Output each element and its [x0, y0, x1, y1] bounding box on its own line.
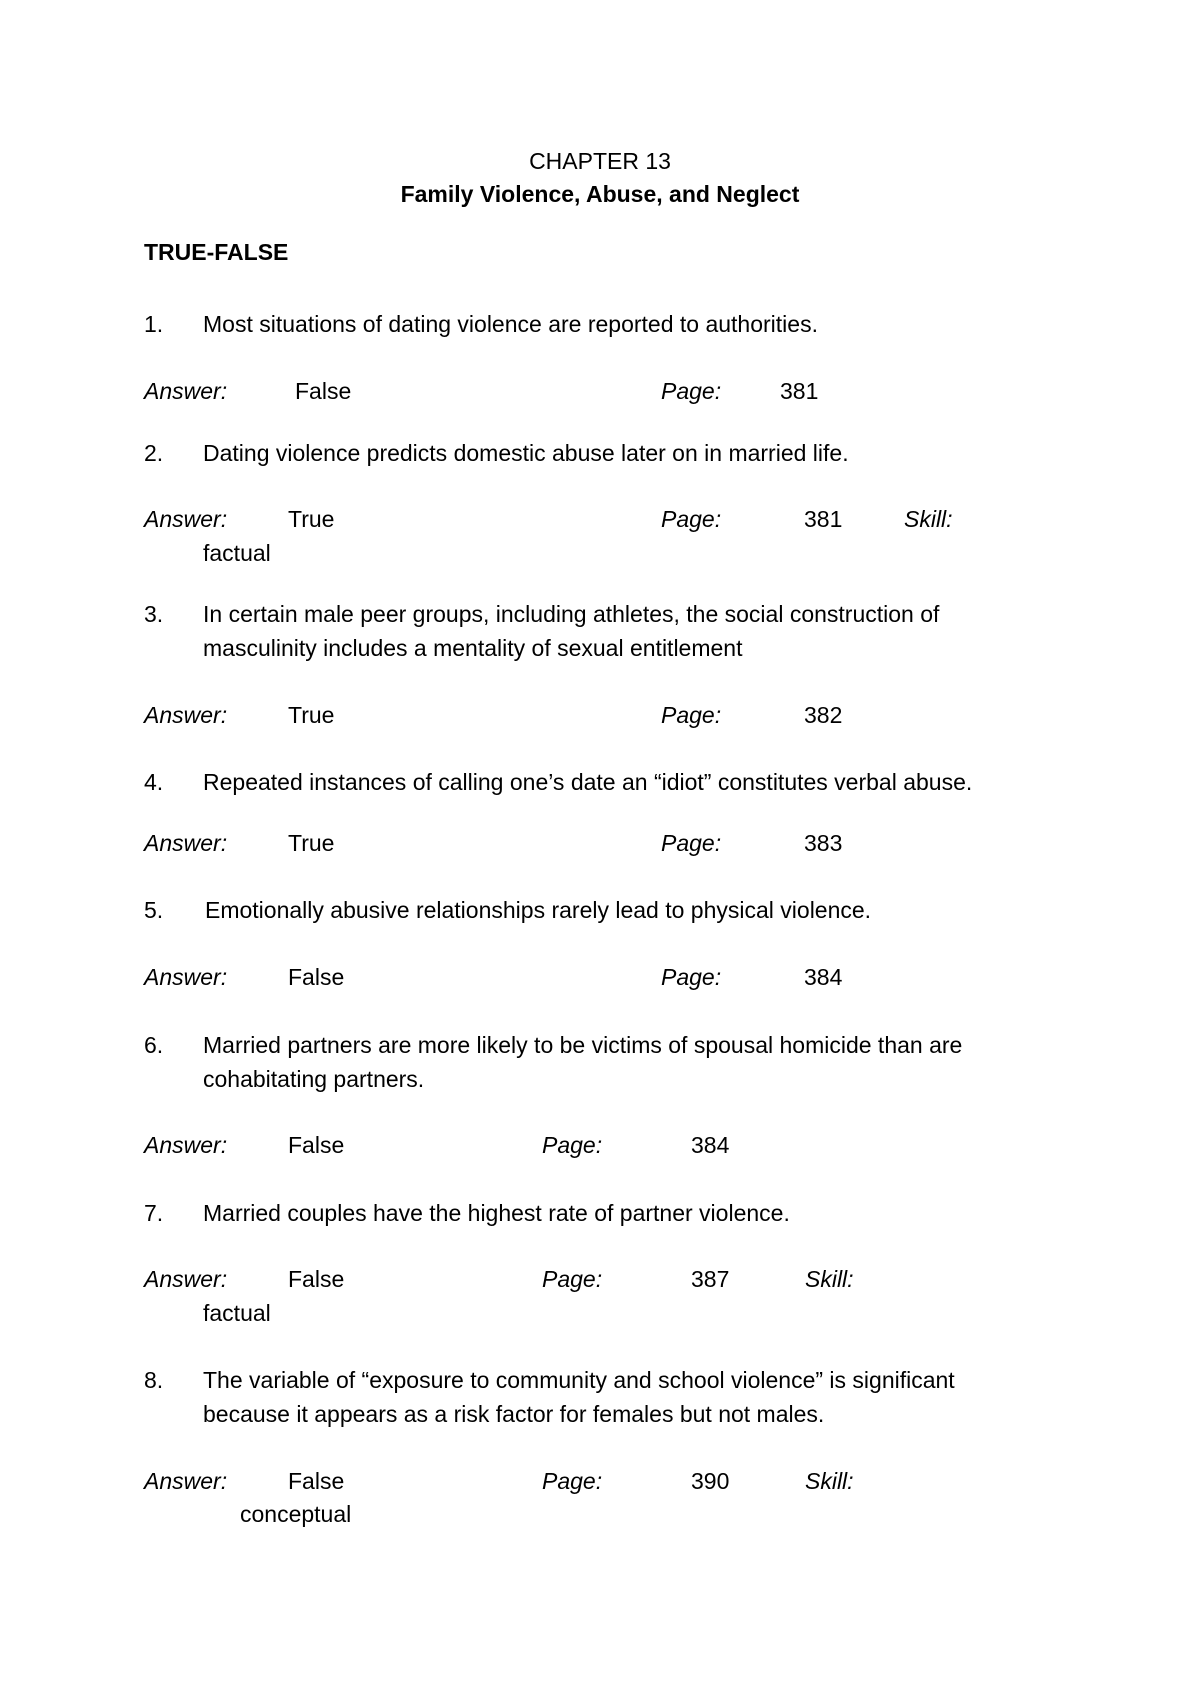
question-text-line-2: cohabitating partners. — [203, 1066, 425, 1092]
page-value: 384 — [804, 964, 843, 990]
page-value: 383 — [804, 830, 843, 856]
answer-label: Answer: — [144, 1132, 228, 1158]
answer-label: Answer: — [144, 830, 228, 856]
answer-value: False — [295, 378, 352, 404]
question-text-line-1: Married partners are more likely to be victims of spousal homicide than are — [203, 1032, 963, 1058]
question-text-line-2: masculinity includes a mentality of sexual entitlement — [203, 635, 743, 661]
question-number: 6. — [144, 1032, 164, 1058]
chapter-title: Family Violence, Abuse, and Neglect — [400, 181, 800, 207]
page-label: Page: — [542, 1266, 603, 1292]
page-value: 381 — [780, 378, 819, 404]
answer-value: True — [288, 830, 335, 856]
answer-value: False — [288, 964, 345, 990]
question-text-line-1: The variable of “exposure to community and school violence” is significant — [203, 1367, 955, 1393]
page-value: 382 — [804, 702, 843, 728]
answer-label: Answer: — [144, 702, 228, 728]
skill-value: factual — [203, 540, 271, 566]
section-heading: TRUE-FALSE — [144, 239, 289, 265]
answer-label: Answer: — [144, 506, 228, 532]
answer-value: False — [288, 1266, 345, 1292]
skill-value: factual — [203, 1300, 271, 1326]
page-label: Page: — [542, 1132, 603, 1158]
page-value: 384 — [691, 1132, 730, 1158]
answer-value: True — [288, 702, 335, 728]
question-number: 7. — [144, 1200, 164, 1226]
question-text: Most situations of dating violence are reported to authorities. — [203, 311, 818, 337]
question-number: 4. — [144, 769, 164, 795]
page-label: Page: — [661, 378, 722, 404]
answer-value: False — [288, 1132, 345, 1158]
page-label: Page: — [661, 830, 722, 856]
question-text-line-2: because it appears as a risk factor for females but not males. — [203, 1401, 825, 1427]
skill-label: Skill: — [904, 506, 953, 532]
answer-label: Answer: — [144, 378, 228, 404]
chapter-heading: CHAPTER 13 — [529, 148, 671, 174]
question-number: 3. — [144, 601, 164, 627]
skill-label: Skill: — [805, 1266, 854, 1292]
answer-value: False — [288, 1468, 345, 1494]
page-value: 387 — [691, 1266, 730, 1292]
question-text-line-1: In certain male peer groups, including athletes, the social construction of — [203, 601, 940, 627]
page-value: 390 — [691, 1468, 730, 1494]
question-text: Repeated instances of calling one’s date an “idiot” constitutes verbal abuse. — [203, 769, 973, 795]
skill-label: Skill: — [805, 1468, 854, 1494]
question-number: 2. — [144, 440, 164, 466]
skill-value: conceptual — [240, 1501, 352, 1527]
answer-value: True — [288, 506, 335, 532]
question-number: 1. — [144, 311, 164, 337]
page-label: Page: — [661, 964, 722, 990]
page-label: Page: — [661, 702, 722, 728]
question-text: Dating violence predicts domestic abuse later on in married life. — [203, 440, 849, 466]
page-label: Page: — [542, 1468, 603, 1494]
question-number: 5. — [144, 897, 164, 923]
answer-label: Answer: — [144, 1266, 228, 1292]
question-text: Emotionally abusive relationships rarely lead to physical violence. — [205, 897, 872, 923]
answer-label: Answer: — [144, 1468, 228, 1494]
question-number: 8. — [144, 1367, 164, 1393]
page-label: Page: — [661, 506, 722, 532]
question-text: Married couples have the highest rate of partner violence. — [203, 1200, 790, 1226]
answer-label: Answer: — [144, 964, 228, 990]
page-value: 381 — [804, 506, 843, 532]
